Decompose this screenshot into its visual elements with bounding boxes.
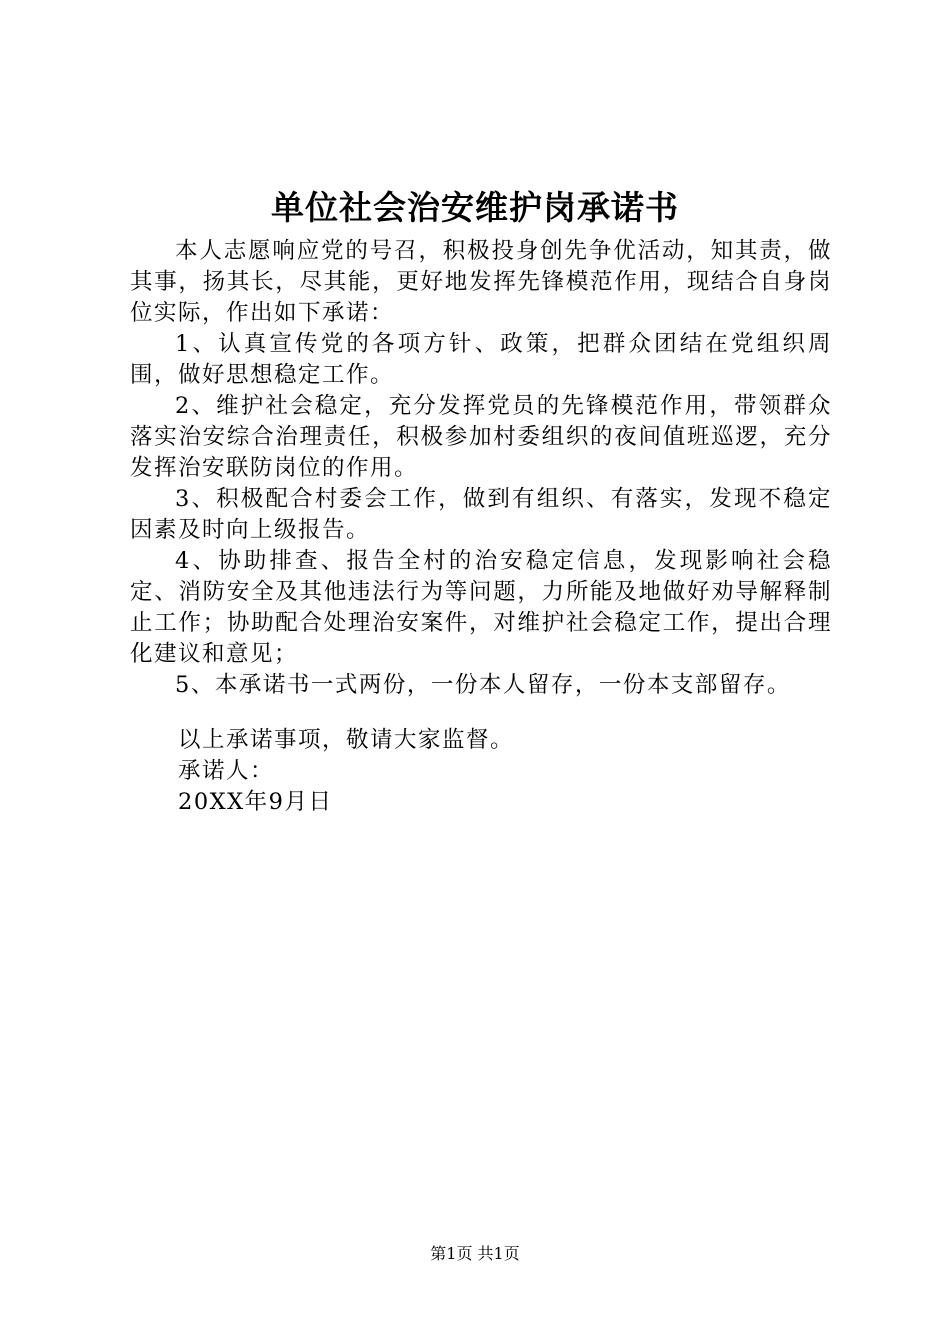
document-title: 单位社会治安维护岗承诺书 [271, 188, 679, 227]
closing-block [178, 725, 514, 818]
pledge-item-2: 2、维护社会稳定，充分发挥党员的先锋模范作用，带领群众落实治安综合治理责任，积极参加村委组织的夜间值班巡逻，充分发挥治安联防岗位的作用。 [130, 393, 832, 481]
pledge-item-5: 5、本承诺书一式两份，一份本人留存，一份本支部留存。 [175, 672, 791, 698]
pledge-date: 20XX年9月日 [178, 789, 333, 815]
pledge-item-4: 4、协助排查、报告全村的治安稳定信息，发现影响社会稳定、消防安全及其他违法行为等问题，力所能及地做好劝导解释制止工作；协助配合处理治安案件，对维护社会稳定工作，提出合理化建议和意见； [130, 548, 832, 667]
intro-paragraph: 本人志愿响应党的号召，积极投身创先争优活动，知其责，做其事，扬其长，尽其能，更好地发挥先锋模范作用，现结合自身岗位实际，作出如下承诺： [130, 238, 832, 326]
signer-label: 承诺人： [178, 758, 275, 784]
pledge-item-3: 3、积极配合村委会工作，做到有组织、有落实，发现不稳定因素及时向上级报告。 [130, 486, 832, 543]
document-body [130, 236, 832, 701]
pledge-item-1: 1、认真宣传党的各项方针、政策，把群众团结在党组织周围，做好思想稳定工作。 [130, 331, 832, 388]
supervision-request: 以上承诺事项，敬请大家监督。 [178, 727, 515, 753]
page-footer: 第1页 共1页 [430, 1244, 520, 1263]
